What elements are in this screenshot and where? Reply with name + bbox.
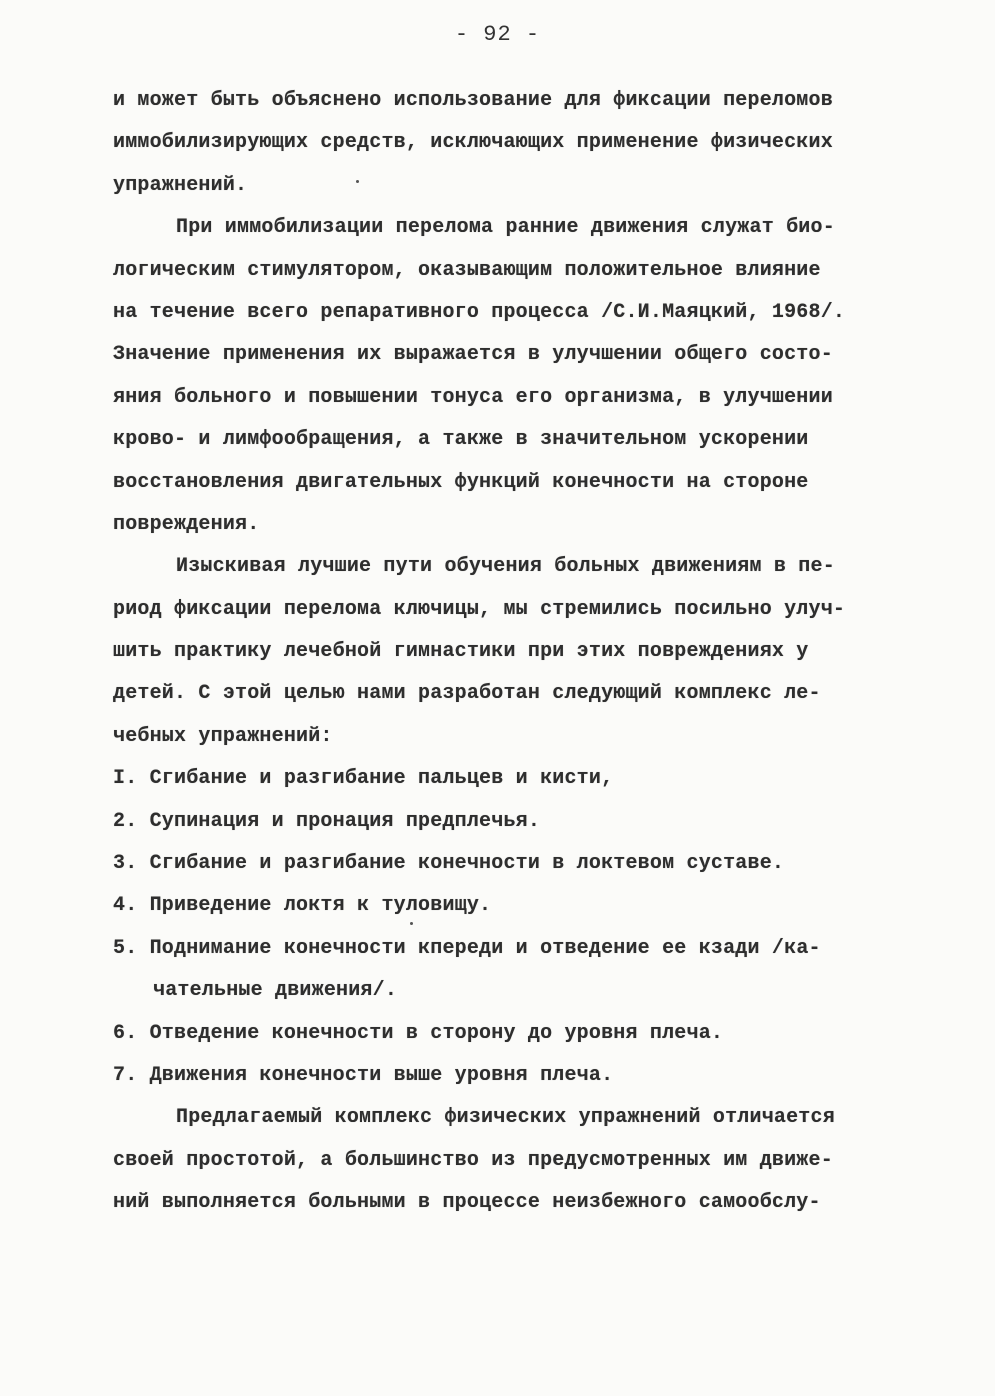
list-number: 3. bbox=[113, 852, 138, 876]
list-text: Сгибание и разгибание конечности в локтевом суставе. bbox=[149, 852, 785, 876]
text-line: риод фиксации перелома ключицы, мы стремились посильно улуч- bbox=[113, 597, 846, 621]
list-number: 4. bbox=[113, 894, 138, 918]
paragraph-4 bbox=[113, 1097, 893, 1224]
paragraph-3 bbox=[113, 546, 893, 758]
text-line: восстановления двигательных функций конечности на стороне bbox=[113, 470, 809, 494]
list-number: 2. bbox=[113, 809, 138, 833]
text-line: своей простотой, а большинство из предусмотренных им движе- bbox=[113, 1148, 833, 1172]
text-line: детей. С этой целью нами разработан следующий комплекс ле- bbox=[113, 682, 821, 706]
list-text: Приведение локтя к туловищу. bbox=[149, 894, 492, 918]
paragraph-1 bbox=[113, 80, 893, 207]
list-number: 5. bbox=[113, 936, 138, 960]
list-item bbox=[113, 885, 893, 927]
list-number: 6. bbox=[113, 1021, 138, 1045]
text-line: шить практику лечебной гимнастики при этих повреждениях у bbox=[113, 640, 809, 664]
text-line: Предлагаемый комплекс физических упражнений отличается bbox=[176, 1106, 835, 1130]
text-line: яния больного и повышении тонуса его организма, в улучшении bbox=[113, 385, 833, 409]
text-line: на течение всего репаративного процесса /С.И.Маяцкий, 1968/. bbox=[113, 300, 846, 324]
text-line: иммобилизирующих средств, исключающих применение физических bbox=[113, 131, 833, 155]
list-number: I. bbox=[113, 767, 138, 791]
text-line: упражнений. bbox=[113, 173, 248, 197]
text-line: ний выполняется больными в процессе неизбежного самообслу- bbox=[113, 1191, 821, 1215]
list-text: Поднимание конечности кпереди и отведение ее кзади /ка- bbox=[149, 936, 821, 960]
page-number: - 92 - bbox=[454, 22, 541, 47]
paragraph-2 bbox=[113, 207, 893, 546]
list-number: 7. bbox=[113, 1063, 138, 1087]
text-line: повреждения. bbox=[113, 512, 260, 536]
list-text: Супинация и пронация предплечья. bbox=[149, 809, 541, 833]
list-text: Отведение конечности в сторону до уровня плеча. bbox=[149, 1021, 724, 1045]
text-line: и может быть объяснено использование для фиксации переломов bbox=[113, 89, 833, 112]
body-text bbox=[113, 80, 893, 1225]
list-item bbox=[113, 843, 893, 885]
list-text: Движения конечности выше уровня плеча. bbox=[149, 1063, 614, 1087]
text-line: крово- и лимфообращения, а также в значительном ускорении bbox=[113, 428, 809, 452]
text-line: чебных упражнений: bbox=[113, 724, 333, 748]
list-item bbox=[113, 928, 893, 970]
text-line: Значение применения их выражается в улучшении общего состо- bbox=[113, 343, 833, 367]
list-item bbox=[113, 1055, 893, 1097]
exercise-list bbox=[113, 758, 893, 1097]
text-line: логическим стимулятором, оказывающим положительное влияние bbox=[113, 258, 821, 282]
scan-speck bbox=[410, 922, 413, 925]
list-item bbox=[113, 801, 893, 843]
text-line: Изыскивая лучшие пути обучения больных движениям в пе- bbox=[176, 555, 835, 579]
list-text: Сгибание и разгибание пальцев и кисти, bbox=[149, 767, 614, 791]
list-item-continuation: чательные движения/. bbox=[153, 979, 398, 1003]
scan-speck bbox=[356, 180, 359, 183]
list-item bbox=[113, 758, 893, 800]
text-line: При иммобилизации перелома ранние движения служат био- bbox=[176, 216, 835, 240]
list-item bbox=[113, 1013, 893, 1055]
